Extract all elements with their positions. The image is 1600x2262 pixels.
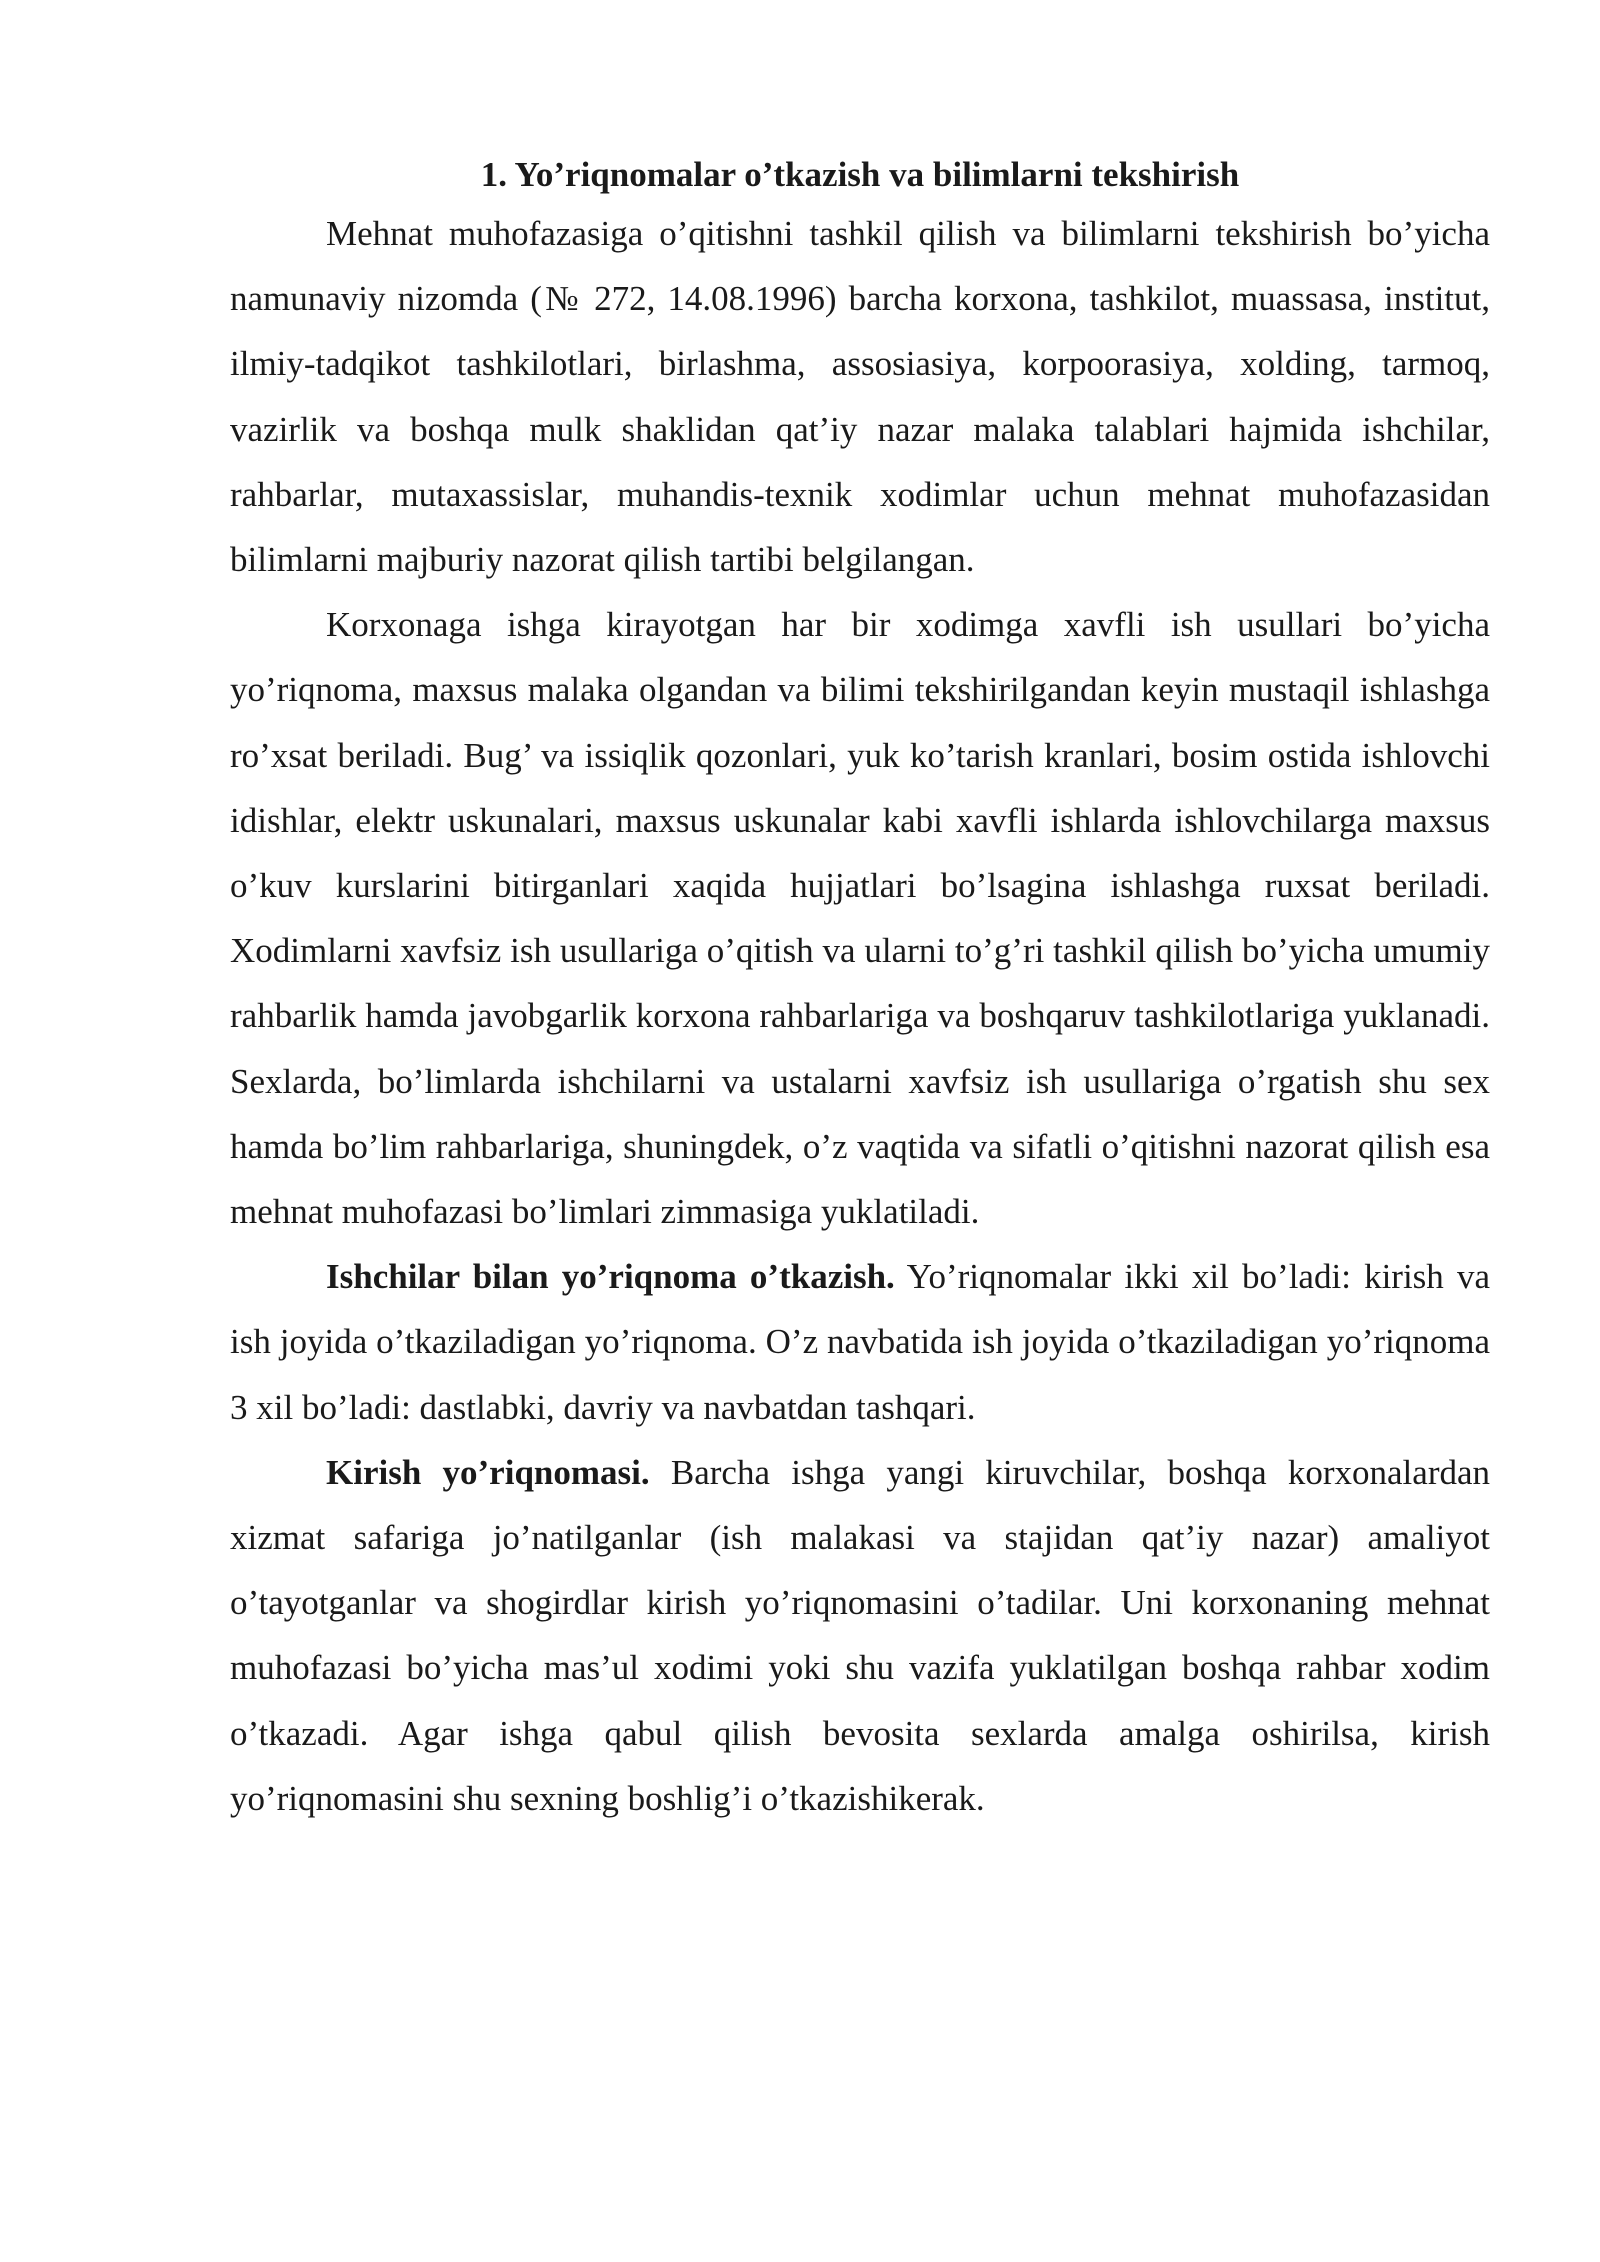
paragraph-1 <box>230 201 1490 592</box>
paragraph-2-text: Korxonaga ishga kirayotgan har bir xodimga xavfli ish usullari bo’yicha yo’riqnoma, maxsus malaka olgandan va bilimi tekshirilgandan keyin mustaqil ishlashga ro’xsat beriladi. Bug’ va issiqlik qozonlari, yuk ko’tarish kranlari, bosim ostida ishlovchi idishlar, elektr uskunalari, maxsus uskunalar kabi xavfli ishlarda ishlovchilarga maxsus o’kuv kurslarini bitirganlari xaqida hujjatlari bo’lsagina ishlashga ruxsat beriladi. Xodimlarni xavfsiz ish usullariga o’qitish va ularni to’g’ri tashkil qilish bo’yicha umumiy rahbarlik hamda javobgarlik korxona rahbarlariga va boshqaruv tashkilotlariga yuklanadi. Sexlarda, bo’limlarda ishchilarni va ustalarni xavfsiz ish usullariga o’rgatish shu sex hamda bo’lim rahbarlariga, shuningdek, o’z vaqtida va sifatli o’qitishni nazorat qilish esa mehnat muhofazasi bo’limlari zimmasiga yuklatiladi. <box>230 605 1490 1232</box>
paragraph-4 <box>230 1440 1490 1831</box>
paragraph-2 <box>230 592 1490 1244</box>
paragraph-4-text: Barcha ishga yangi kiruvchilar, boshqa korxonalardan xizmat safariga jo’natilganlar (ish malakasi va stajidan qat’iy nazar) amaliyot o’tayotganlar va shogirdlar kirish yo’riqnomasini o’tadilar. Uni korxonaning mehnat muhofazasi bo’yicha mas’ul xodimi yoki shu vazifa yuklatilgan boshqa rahbar xodim o’tkazadi. Agar ishga qabul qilish bevosita sexlarda amalga oshirilsa, kirish yo’riqnomasini shu sexning boshlig’i o’tkazishikerak. <box>230 1452 1491 1818</box>
paragraph-3-text: Yo’riqnomalar ikki xil bo’ladi: kirish va ish joyida o’tkaziladigan yo’riqnoma. O’z navbatida ish joyida o’tkaziladigan yo’riqnoma 3 xil bo’ladi: dastlabki, davriy va navbatdan tashqari. <box>230 1257 1491 1427</box>
paragraph-3 <box>230 1244 1490 1440</box>
paragraph-1-text: Mehnat muhofazasiga o’qitishni tashkil qilish va bilimlarni tekshirish bo’yicha namunaviy nizomda (№ 272, 14.08.1996) barcha korxona, tashkilot, muassasa, institut, ilmiy-tadqikot tashkilotlari, birlashma, assosiasiya, korpoorasiya, xolding, tarmoq, vazirlik va boshqa mulk shaklidan qat’iy nazar malaka talablari hajmida ishchilar, rahbarlar, mutaxassislar, muhandis-texnik xodimlar uchun mehnat muhofazasidan bilimlarni majburiy nazorat qilish tartibi belgilangan. <box>230 214 1490 580</box>
document-page <box>230 150 1490 1831</box>
document-title: 1. Yo’riqnomalar o’tkazish va bilimlarni tekshirish <box>480 155 1240 194</box>
paragraph-3-heading: Ishchilar bilan yo’riqnoma o’tkazish. <box>326 1257 895 1297</box>
paragraph-4-heading: Kirish yo’riqnomasi. <box>326 1452 650 1492</box>
